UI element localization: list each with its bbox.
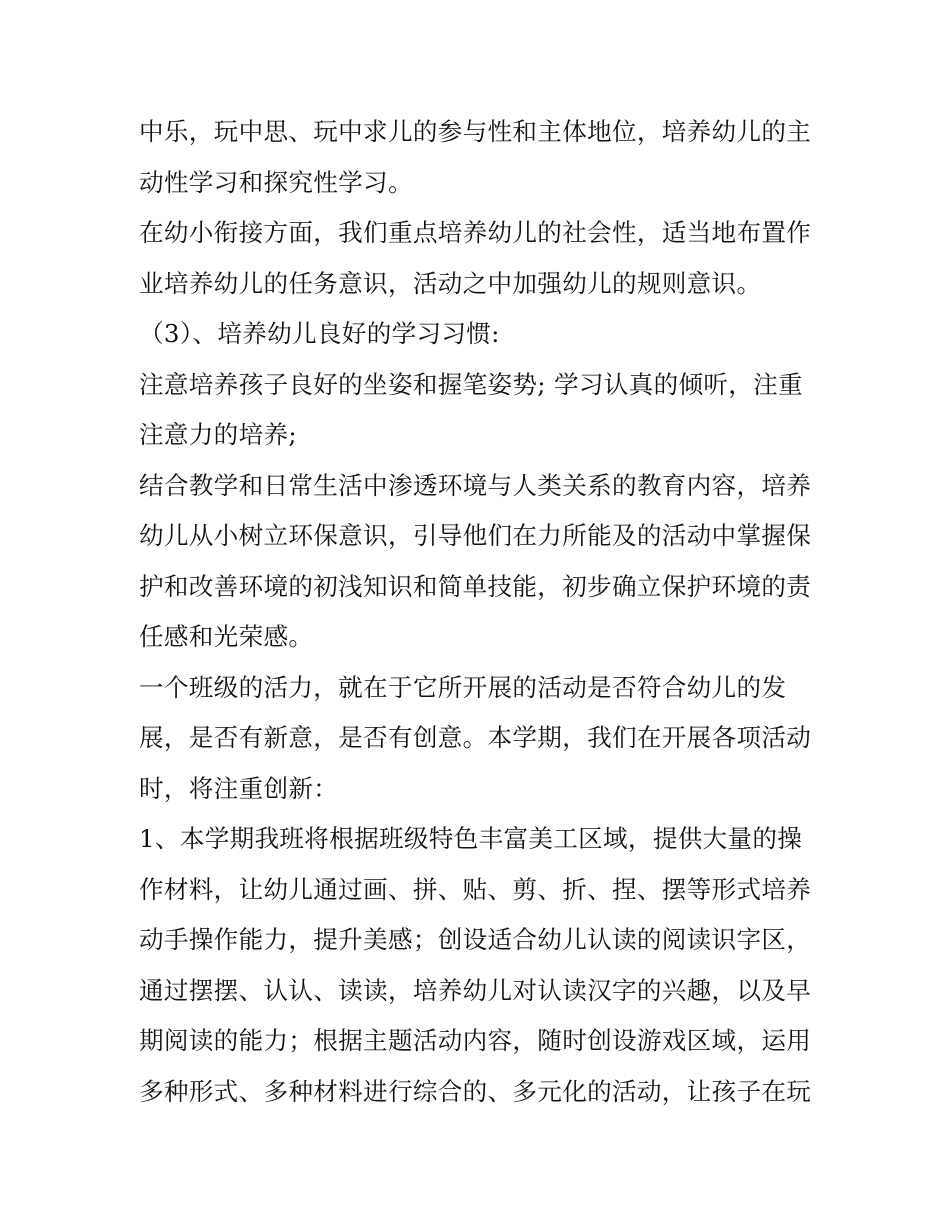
text-line: 幼儿从小树立环保意识，引导他们在力所能及的活动中掌握保 <box>139 521 812 550</box>
text-line: （3）、培养幼儿良好的学习习惯: <box>139 319 500 348</box>
text-line: 展，是否有新意，是否有创意。本学期，我们在开展各项活动 <box>139 723 812 752</box>
text-line: 时，将注重创新： <box>139 773 339 803</box>
text-line: 动性学习和探究性学习。 <box>139 167 413 197</box>
text-line: 期阅读的能力；根据主题活动内容，随时创设游戏区域，运用 <box>139 1026 812 1055</box>
text-line: 在幼小衔接方面，我们重点培养幼儿的社会性，适当地布置作 <box>139 218 812 247</box>
text-line: 动手操作能力，提升美感；创设适合幼儿认读的阅读识字区， <box>139 925 812 954</box>
text-line: 中乐，玩中思、玩中求儿的参与性和主体地位，培养幼儿的主 <box>139 117 812 146</box>
text-line: 结合教学和日常生活中渗透环境与人类关系的教育内容，培养 <box>139 470 812 500</box>
text-line: 注意培养孩子良好的坐姿和握笔姿势; 学习认真的倾听，注重 <box>139 369 803 399</box>
text-line: 作材料，让幼儿通过画、拼、贴、剪、折、捏、摆等形式培养 <box>139 874 812 904</box>
text-line: 注意力的培养; <box>139 420 297 449</box>
text-line: 通过摆摆、认认、读读，培养幼儿对认读汉字的兴趣，以及早 <box>139 975 812 1005</box>
document-body <box>139 107 819 1117</box>
text-line: 护和改善环境的初浅知识和简单技能，初步确立保护环境的责 <box>139 571 812 601</box>
text-line: 任感和光荣感。 <box>139 622 314 651</box>
text-line: 1、本学期我班将根据班级特色丰富美工区域，提供大量的操 <box>139 824 803 853</box>
text-line: 多种形式、多种材料进行综合的、多元化的活动，让孩子在玩 <box>139 1076 812 1106</box>
text-line: 一个班级的活力，就在于它所开展的活动是否符合幼儿的发 <box>139 672 787 702</box>
text-line: 业培养幼儿的任务意识，活动之中加强幼儿的规则意识。 <box>139 268 762 298</box>
